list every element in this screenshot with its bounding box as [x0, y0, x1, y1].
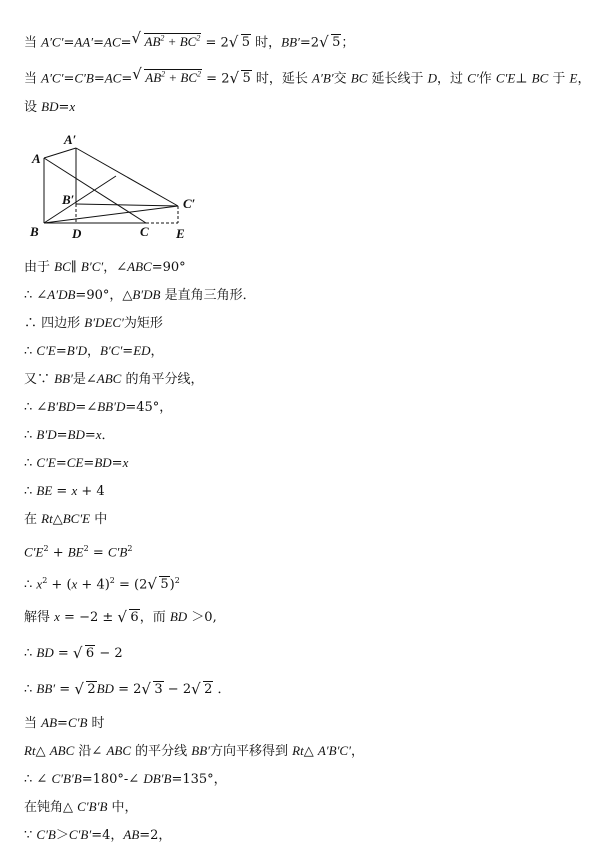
text-line-9: ∴ ∠B′BD=∠BB′D=45°， — [24, 399, 173, 415]
text-line-13: 在 Rt△BC′E 中 — [24, 511, 108, 527]
text-line-8: 又∵ BB′是∠ABC 的角平分线， — [24, 371, 204, 387]
geometry-figure — [18, 128, 218, 243]
text-line-15: ∴ $x^2 + (x + 4)^2 = (2√$ 5)$^2$ — [24, 572, 180, 594]
text-line-21: ∴ ∠ C′B′B=180°-∠ DB′B=135°， — [24, 771, 227, 787]
label-C: C — [140, 224, 149, 239]
text-line-11: ∴ C′E=CE=BD=x — [24, 455, 129, 471]
text-line-18: ∴ BB′ = √ 2BD = 2√ 3 − 2√ 2 ． — [24, 680, 231, 699]
text-line-23: ∵ C′B＞C′B′=4，AB=2， — [24, 827, 172, 843]
text-line-20: Rt△ ABC 沿∠ ABC 的平分线 BB′方向平移得到 Rt△ A′B′C′， — [24, 743, 364, 759]
text-line-16: 解得 x = −2 ± √ 6，而 BD ＞0, — [24, 608, 217, 627]
label-A: A — [32, 151, 41, 166]
text-line-5: ∴ ∠A′DB=90°，△B′DB 是直角三角形． — [24, 287, 256, 303]
text-line-12: ∴ BE = x + 4 — [24, 483, 105, 499]
label-C-prime: C′ — [183, 196, 196, 211]
label-B: B — [30, 224, 39, 239]
text-line-19: 当 AB=C′B 时 — [24, 715, 105, 731]
text-line-4: 由于 BC∥ B′C′，∠ABC=90° — [24, 259, 186, 275]
text-line-17: ∴ BD = √ 6 − 2 — [24, 644, 123, 663]
label-A-prime: A′ — [64, 132, 77, 147]
label-B-prime: B′ — [62, 192, 75, 207]
text-line-7: ∴ C′E=B′D，B′C′=ED， — [24, 343, 164, 359]
text-line-1: 当 A′C′=AA′=AC=√ $AB^2 + BC^2 = 2√$ 5 时，BB′=2√ 5； — [24, 30, 354, 52]
text-line-6: ∴ 四边形 B′DEC′为矩形 — [24, 315, 163, 331]
label-E: E — [176, 226, 185, 241]
text-line-22: 在钝角△ C′B′B 中， — [24, 799, 138, 815]
text-line-2: 当 A′C′=C′B=AC=√ $AB^2 + BC^2 = 2√$ 5 时，延长 A′B′交 BC 延长线于 D，过 C′作 C′E⊥ BC 于 E， — [24, 66, 591, 88]
text-line-3: 设 BD=x — [24, 99, 76, 115]
text-line-10: ∴ B′D=BD=x． — [24, 427, 115, 443]
text-line-14: $C'E^2 + BE^2 = C'B^2$ — [24, 544, 133, 561]
label-D: D — [72, 226, 82, 241]
